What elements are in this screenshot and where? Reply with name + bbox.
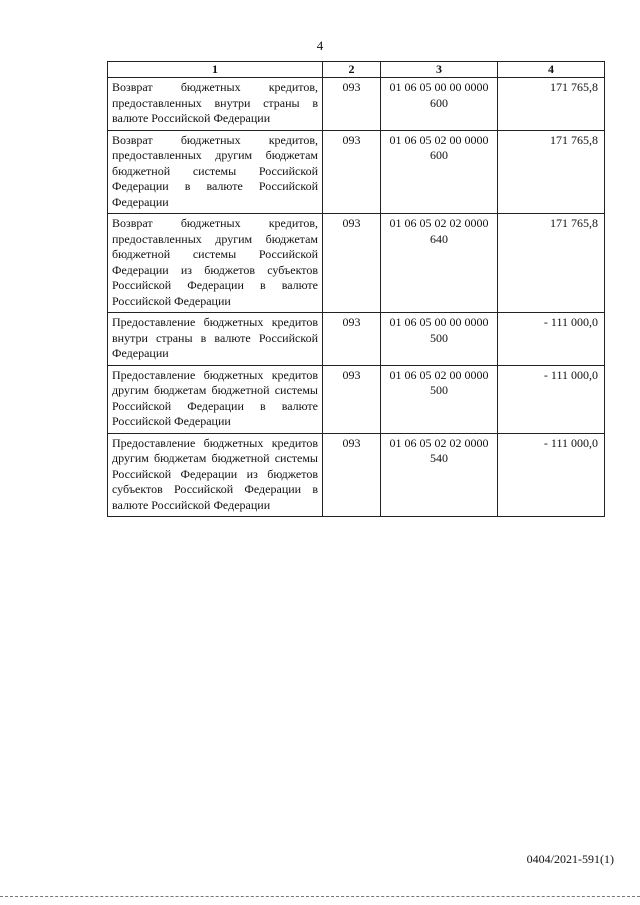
row-admin-code: 093 <box>323 313 381 366</box>
document-number: 0404/2021-591(1) <box>526 852 614 866</box>
row-name: Возврат бюджетных кредитов, предоставленных другим бюджетам бюджетной системы Российской Федерации в валюте Российской Федерации <box>108 130 323 214</box>
row-admin-code: 093 <box>323 433 381 517</box>
budget-sources-table <box>107 61 605 517</box>
row-amount: 171 765,8 <box>498 78 605 131</box>
table-row <box>108 365 605 433</box>
row-name: Возврат бюджетных кредитов, предоставленных другим бюджетам бюджетной системы Российской Федерации из бюджетов субъектов Российской Федерации в валюте Российской Федерации <box>108 214 323 313</box>
row-classification-code: 01 06 05 02 02 0000 540 <box>381 433 498 517</box>
table-header-row <box>108 62 605 78</box>
row-admin-code: 093 <box>323 78 381 131</box>
row-classification-code: 01 06 05 02 00 0000 600 <box>381 130 498 214</box>
table-row <box>108 313 605 366</box>
row-name: Возврат бюджетных кредитов, предоставленных внутри страны в валюте Российской Федерации <box>108 78 323 131</box>
row-classification-code: 01 06 05 02 00 0000 500 <box>381 365 498 433</box>
row-amount: - 111 000,0 <box>498 365 605 433</box>
table-row <box>108 214 605 313</box>
header-column-4: 4 <box>498 62 605 78</box>
row-admin-code: 093 <box>323 214 381 313</box>
row-classification-code: 01 06 05 00 00 0000 500 <box>381 313 498 366</box>
row-name: Предоставление бюджетных кредитов внутри страны в валюте Российской Федерации <box>108 313 323 366</box>
page-number: 4 <box>316 38 324 53</box>
table-row <box>108 130 605 214</box>
header-column-2: 2 <box>323 62 381 78</box>
row-classification-code: 01 06 05 00 00 0000 600 <box>381 78 498 131</box>
table-row <box>108 78 605 131</box>
table-row <box>108 433 605 517</box>
row-amount: - 111 000,0 <box>498 433 605 517</box>
row-amount: 171 765,8 <box>498 214 605 313</box>
row-admin-code: 093 <box>323 130 381 214</box>
row-amount: 171 765,8 <box>498 130 605 214</box>
row-name: Предоставление бюджетных кредитов другим бюджетам бюджетной системы Российской Федерации в валюте Российской Федерации <box>108 365 323 433</box>
header-column-1: 1 <box>108 62 323 78</box>
header-column-3: 3 <box>381 62 498 78</box>
row-classification-code: 01 06 05 02 02 0000 640 <box>381 214 498 313</box>
page-bottom-divider <box>0 896 640 897</box>
row-amount: - 111 000,0 <box>498 313 605 366</box>
row-name: Предоставление бюджетных кредитов другим бюджетам бюджетной системы Российской Федерации из бюджетов субъектов Российской Федерации в валюте Российской Федерации <box>108 433 323 517</box>
row-admin-code: 093 <box>323 365 381 433</box>
